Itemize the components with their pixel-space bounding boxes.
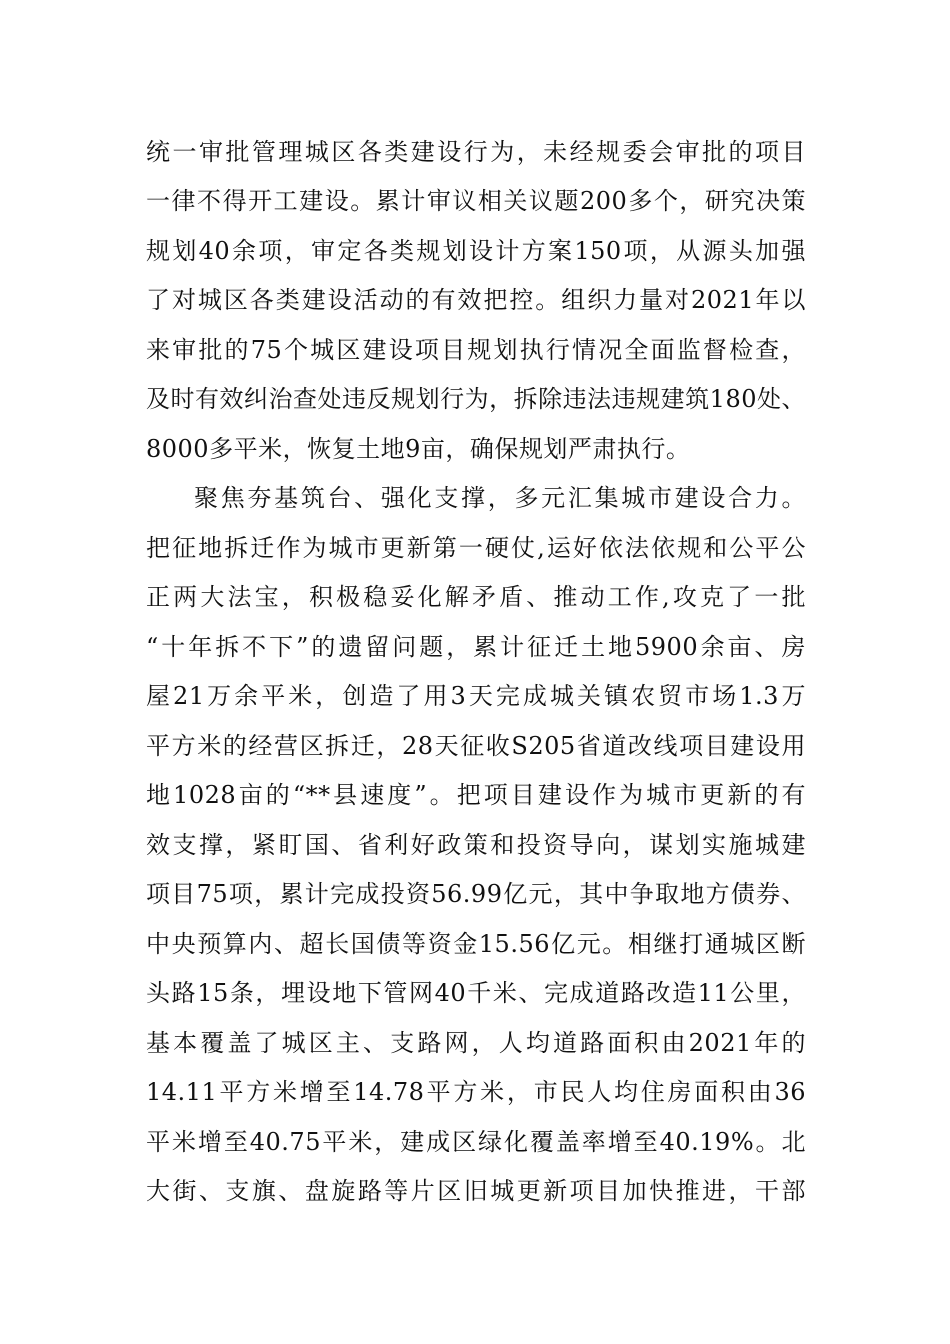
text-line: 平米增至40.75平米，建成区绿化覆盖率增至40.19%。北 bbox=[146, 1128, 806, 1156]
text-line: 大街、支旗、盘旋路等片区旧城更新项目加快推进，干部 bbox=[146, 1177, 806, 1205]
text-line: 项目75项，累计完成投资56.99亿元，其中争取地方债券、 bbox=[146, 880, 806, 908]
text-line: 中央预算内、超长国债等资金15.56亿元。相继打通城区断 bbox=[146, 930, 806, 958]
text-line: 效支撑，紧盯国、省利好政策和投资导向，谋划实施城建 bbox=[146, 831, 806, 859]
text-line: 把征地拆迁作为城市更新第一硬仗,运好依法依规和公平公 bbox=[146, 534, 806, 562]
text-line: 了对城区各类建设活动的有效把控。组织力量对2021年以 bbox=[146, 286, 806, 314]
text-line: 规划40余项，审定各类规划设计方案150项，从源头加强 bbox=[146, 237, 806, 265]
text-line: 及时有效纠治查处违反规划行为，拆除违法违规建筑180处、 bbox=[146, 385, 806, 413]
text-line: 一律不得开工建设。累计审议相关议题200多个，研究决策 bbox=[146, 187, 806, 215]
text-line: 地1028亩的“**县速度”。把项目建设作为城市更新的有 bbox=[146, 781, 806, 809]
text-line: 正两大法宝，积极稳妥化解矛盾、推动工作,攻克了一批 bbox=[146, 583, 806, 611]
text-line: 基本覆盖了城区主、支路网，人均道路面积由2021年的 bbox=[146, 1029, 806, 1057]
text-line: 平方米的经营区拆迁，28天征收S205省道改线项目建设用 bbox=[146, 732, 806, 760]
text-line: 14.11平方米增至14.78平方米，市民人均住房面积由36 bbox=[146, 1078, 806, 1106]
text-line: “十年拆不下”的遗留问题，累计征迁土地5900余亩、房 bbox=[146, 633, 806, 661]
paragraph-first-line: 聚焦夯基筑台、强化支撑，多元汇集城市建设合力。 bbox=[194, 484, 806, 512]
text-line: 屋21万余平米，创造了用3天完成城关镇农贸市场1.3万 bbox=[146, 682, 806, 710]
text-line: 来审批的75个城区建设项目规划执行情况全面监督检查， bbox=[146, 336, 806, 364]
text-line: 统一审批管理城区各类建设行为，未经规委会审批的项目 bbox=[146, 138, 806, 166]
text-line: 8000多平米，恢复土地9亩，确保规划严肃执行。 bbox=[146, 435, 691, 463]
text-line: 头路15条，埋设地下管网40千米、完成道路改造11公里， bbox=[146, 979, 806, 1007]
